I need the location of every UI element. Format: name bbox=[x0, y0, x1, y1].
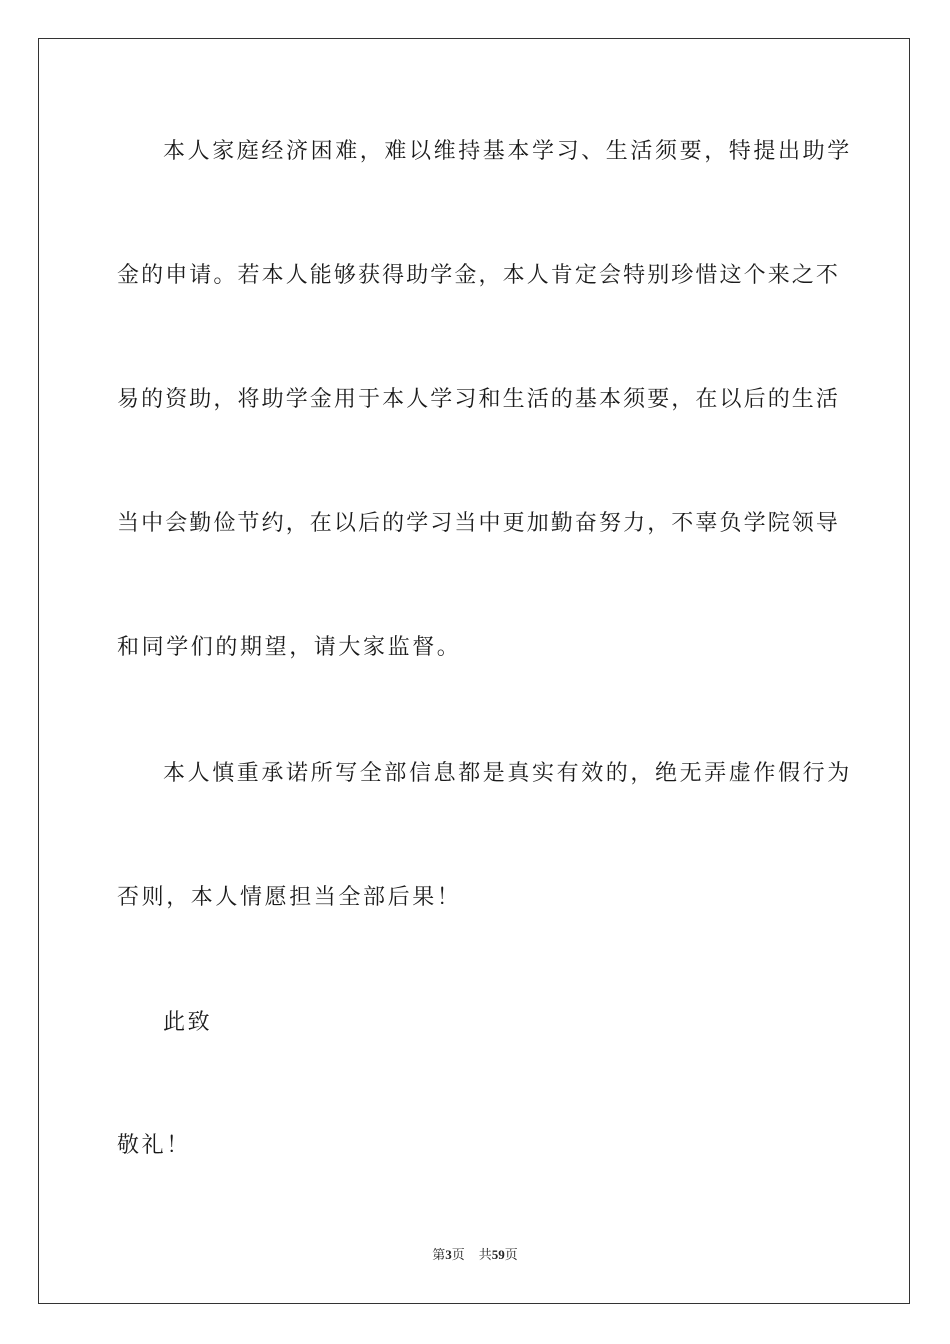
paragraph-1-line-1: 本人家庭经济困难，难以维持基本学习、生活须要，特提出助学 bbox=[163, 139, 852, 164]
footer-total-prefix: 共 bbox=[478, 1247, 492, 1262]
paragraph-2-line-1: 本人慎重承诺所写全部信息都是真实有效的，绝无弄虚作假行为 bbox=[163, 761, 852, 786]
paragraph-2-line-2: 否则，本人情愿担当全部后果！ bbox=[117, 885, 462, 910]
footer-page-prefix: 第 bbox=[432, 1247, 446, 1262]
page-footer bbox=[0, 1246, 950, 1264]
closing-regards: 敬礼！ bbox=[117, 1133, 191, 1158]
footer-total-pages: 59 bbox=[491, 1247, 505, 1262]
page-border bbox=[38, 38, 910, 1304]
footer-total-suffix: 页 bbox=[504, 1247, 518, 1262]
paragraph-1-line-5: 和同学们的期望，请大家监督。 bbox=[117, 635, 462, 660]
paragraph-1-line-3: 易的资助，将助学金用于本人学习和生活的基本须要，在以后的生活 bbox=[117, 387, 841, 412]
footer-page-suffix: 页 bbox=[451, 1247, 465, 1262]
paragraph-1-line-4: 当中会勤俭节约，在以后的学习当中更加勤奋努力，不辜负学院领导 bbox=[117, 511, 841, 536]
footer-page-number: 3 bbox=[445, 1247, 452, 1262]
paragraph-1-line-2: 金的申请。若本人能够获得助学金，本人肯定会特别珍惜这个来之不 bbox=[117, 263, 841, 288]
closing-salutation: 此致 bbox=[163, 1010, 213, 1035]
